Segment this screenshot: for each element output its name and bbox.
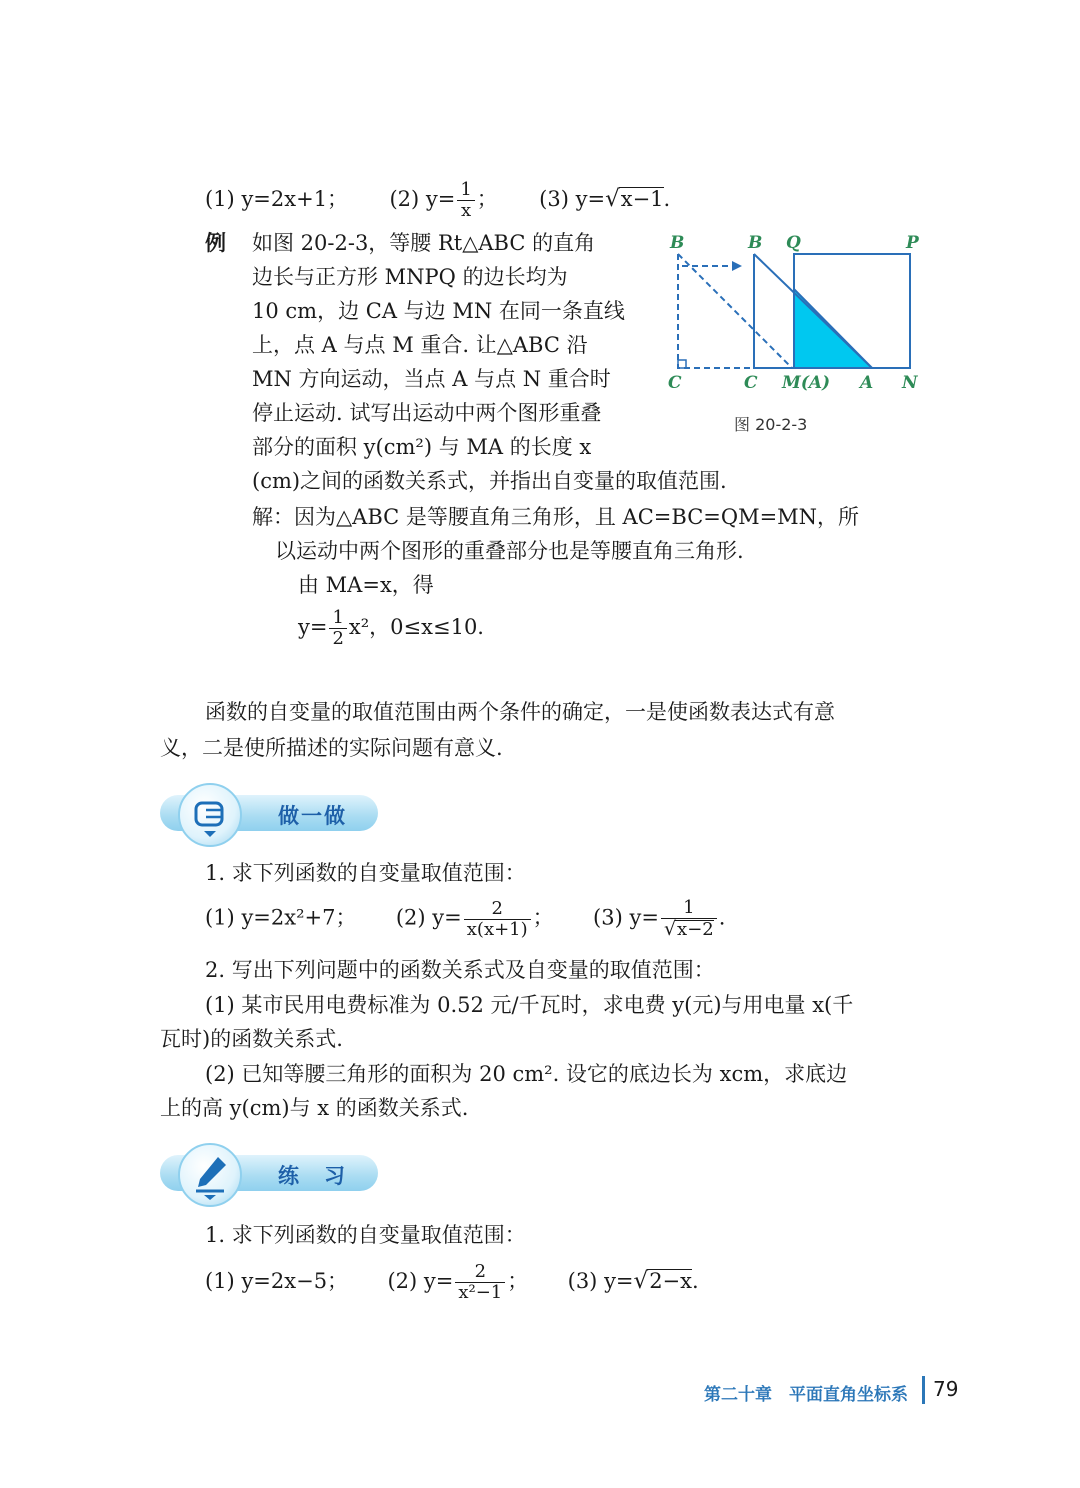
try-q2-line-4: 上的高 y(cm)与 x 的函数关系式. <box>160 1096 469 1120</box>
label-a: A <box>860 373 874 393</box>
numerator: 2 <box>455 1262 505 1283</box>
expr: y=2x−5； <box>241 1269 349 1293</box>
expr-tail: ； <box>532 905 554 930</box>
expr-lhs: y= <box>629 905 659 930</box>
footer-chapter: 第二十章 平面直角坐标系 <box>704 1385 908 1405</box>
part-label: (3) <box>567 1269 598 1293</box>
example-line-4: 上，点 A 与点 M 重合. 让△ABC 沿 <box>252 333 588 357</box>
solution-line-3: 由 MA=x，得 <box>298 573 434 597</box>
fraction <box>329 608 346 649</box>
example-label: 例 <box>205 231 226 255</box>
numerator: 2 <box>464 899 531 920</box>
fraction <box>661 898 717 940</box>
dashed-hypotenuse <box>678 254 792 368</box>
try-section-title: 做一做 <box>278 804 347 828</box>
part-label: (1) <box>205 1269 235 1293</box>
example-line-8: (cm)之间的函数关系式，并指出自变量的取值范围. <box>252 469 727 493</box>
sqrt-icon: √ <box>633 1268 649 1294</box>
arrow-head-icon <box>732 261 742 271</box>
try-q2-line-3: (2) 已知等腰三角形的面积为 20 cm². 设它的底边长为 xcm，求底边 <box>205 1062 848 1086</box>
example-line-2: 边长与正方形 MNPQ 的边长均为 <box>252 265 568 289</box>
fraction <box>464 899 531 940</box>
expr-lhs: y= <box>432 905 462 930</box>
fraction <box>455 1262 505 1303</box>
sqrt-icon: √ <box>605 186 620 212</box>
try-q2: 2. 写出下列问题中的函数关系式及自变量的取值范围： <box>205 958 715 982</box>
denominator: x <box>460 200 472 221</box>
label-p: P <box>906 233 919 253</box>
intro-function-line <box>205 180 670 221</box>
note-line-2: 义，二是使所描述的实际问题有意义. <box>160 736 503 760</box>
hand-icon <box>178 783 242 847</box>
solution-line-2: 以运动中两个图形的重叠部分也是等腰直角三角形. <box>275 539 744 563</box>
label-c-moved: C <box>744 373 758 393</box>
part-label: (2) <box>395 905 426 930</box>
expr-tail: . <box>663 187 671 211</box>
try-q1-parts <box>205 898 725 940</box>
numerator: 1 <box>661 898 717 919</box>
expr-lhs: y= <box>575 187 606 211</box>
expr: y=2x²+7； <box>241 905 357 930</box>
page-number: 79 <box>933 1377 959 1401</box>
footer-divider <box>922 1376 925 1404</box>
label-c-original: C <box>668 373 682 393</box>
label-b-moved: B <box>748 233 763 253</box>
example-line-5: MN 方向运动，当点 A 与点 N 重合时 <box>252 367 611 391</box>
sqrt-icon: √ <box>663 918 677 940</box>
label-n: N <box>902 373 918 393</box>
expr-tail: ； <box>476 187 498 211</box>
pencil-icon <box>178 1143 242 1207</box>
try-q2-line-2: 瓦时)的函数关系式. <box>160 1027 343 1051</box>
fraction <box>457 180 474 221</box>
right-angle-mark <box>678 360 686 368</box>
expr-lhs: y= <box>423 1269 454 1293</box>
label-q: Q <box>786 233 801 253</box>
formula-tail: x²，0≤x≤10. <box>348 615 484 639</box>
expr-tail: ； <box>507 1269 529 1293</box>
solution-line-1: 解：因为△ABC 是等腰直角三角形，且 AC=BC=QM=MN，所 <box>252 505 860 529</box>
part-label: (3) <box>593 905 623 930</box>
expr-lhs: y= <box>604 1269 634 1293</box>
try-q2-line-1: (1) 某市民用电费标准为 0.52 元/千瓦时，求电费 y(元)与用电量 x(千 <box>205 993 854 1017</box>
part-label: (1) <box>205 187 235 211</box>
radicand: x−1 <box>620 187 664 211</box>
expr-tail: . <box>692 1269 699 1293</box>
note-line-1: 函数的自变量的取值范围由两个条件的确定，一是使函数表达式有意 <box>205 700 835 724</box>
radicand: 2−x <box>649 1269 692 1293</box>
numerator: 1 <box>329 608 346 629</box>
example-line-7: 部分的面积 y(cm²) 与 MA 的长度 x <box>252 435 592 459</box>
denominator <box>661 919 717 940</box>
figure-caption: 图 20-2-3 <box>734 415 808 434</box>
expr-tail: . <box>718 905 726 930</box>
practice-q1-parts <box>205 1262 699 1303</box>
part-label: (2) <box>387 1269 418 1293</box>
denominator: x²−1 <box>458 1282 503 1303</box>
part-label: (1) <box>205 905 235 930</box>
example-line-3: 10 cm，边 CA 与边 MN 在同一条直线 <box>252 299 625 323</box>
denominator: x(x+1) <box>466 918 528 940</box>
expr-lhs: y= <box>425 187 456 211</box>
radicand: x−2 <box>677 919 714 940</box>
label-m-a: M(A) <box>782 373 831 393</box>
try-q1: 1. 求下列函数的自变量取值范围： <box>205 861 526 885</box>
expr: y=2x+1； <box>241 187 349 211</box>
example-line-6: 停止运动. 试写出运动中两个图形重叠 <box>252 401 602 425</box>
part-label: (2) <box>389 187 420 211</box>
practice-q1: 1. 求下列函数的自变量取值范围： <box>205 1223 526 1247</box>
example-line-1: 如图 20-2-3，等腰 Rt△ABC 的直角 <box>252 231 596 255</box>
label-b-original: B <box>670 233 685 253</box>
denominator: 2 <box>332 628 344 649</box>
practice-section-title: 练 习 <box>278 1164 347 1188</box>
part-label: (3) <box>539 187 569 211</box>
figure-20-2-3 <box>660 228 930 443</box>
numerator: 1 <box>457 180 474 201</box>
solution-formula <box>298 608 484 649</box>
formula-lhs: y= <box>298 615 328 639</box>
